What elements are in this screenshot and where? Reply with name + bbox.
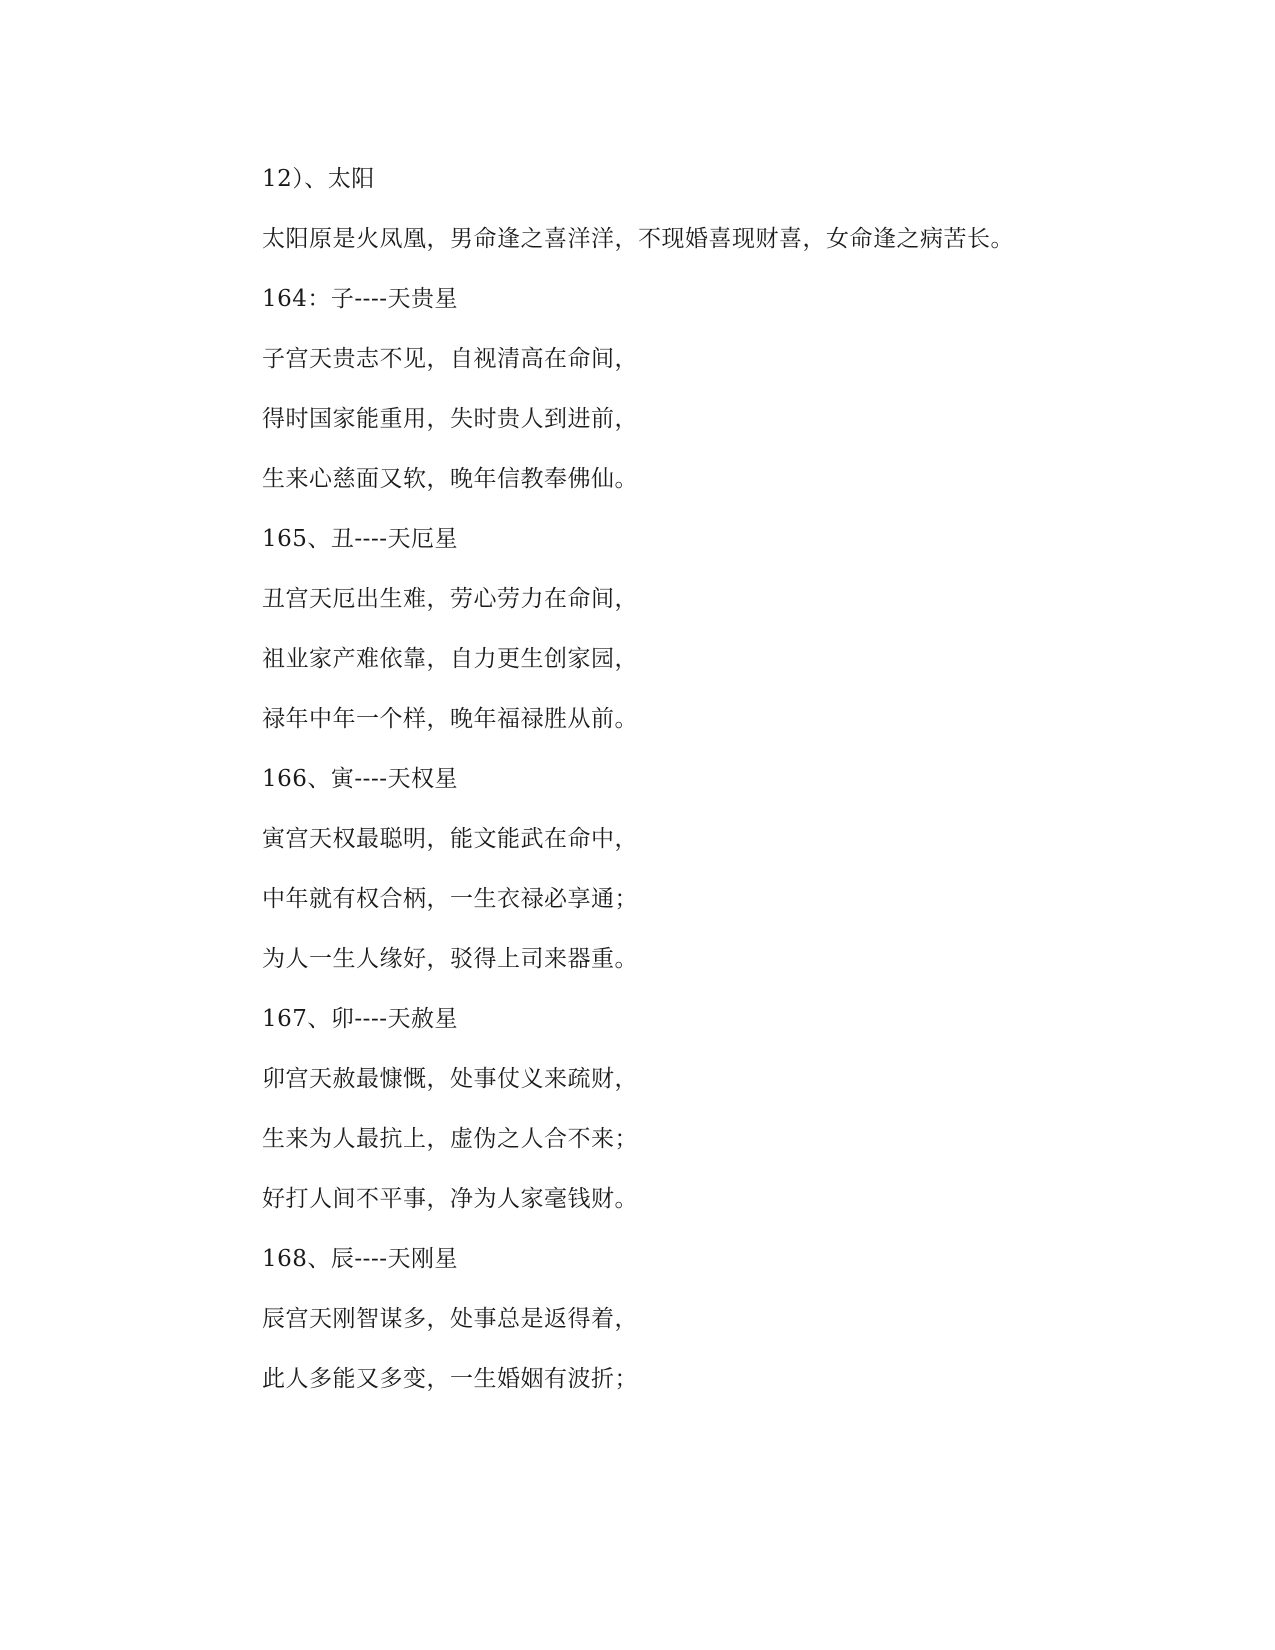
section-heading: 12）、太阳	[262, 166, 375, 192]
section-heading: 167、卯----天赦星	[262, 1006, 458, 1032]
verse-line: 禄年中年一个样，晚年福禄胜从前。	[262, 706, 638, 732]
section-heading: 168、辰----天刚星	[262, 1246, 458, 1272]
document-body	[262, 160, 1222, 1420]
verse-line: 丑宫天厄出生难，劳心劳力在命间，	[262, 586, 638, 612]
verse-line: 中年就有权合柄，一生衣禄必享通；	[262, 886, 638, 912]
section-heading: 166、寅----天权星	[262, 766, 458, 792]
text-line: 太阳原是火凤凰，男命逢之喜洋洋，不现婚喜现财喜，女命逢之病苦长。	[262, 226, 1014, 252]
verse-line: 子宫天贵志不见，自视清高在命间，	[262, 346, 638, 372]
verse-line: 寅宫天权最聪明，能文能武在命中，	[262, 826, 638, 852]
verse-line: 生来为人最抗上，虚伪之人合不来；	[262, 1126, 638, 1152]
verse-line: 得时国家能重用，失时贵人到进前，	[262, 406, 638, 432]
section-heading: 164：子----天贵星	[262, 286, 458, 312]
verse-line: 辰宫天刚智谋多，处事总是返得着，	[262, 1306, 638, 1332]
verse-line: 好打人间不平事，净为人家毫钱财。	[262, 1186, 638, 1212]
verse-line: 生来心慈面又软，晚年信教奉佛仙。	[262, 466, 638, 492]
verse-line: 为人一生人缘好，驳得上司来器重。	[262, 946, 638, 972]
verse-line: 卯宫天赦最慷慨，处事仗义来疏财，	[262, 1066, 638, 1092]
section-heading: 165、丑----天厄星	[262, 526, 458, 552]
verse-line: 祖业家产难依靠，自力更生创家园，	[262, 646, 638, 672]
verse-line: 此人多能又多变，一生婚姻有波折；	[262, 1366, 638, 1392]
